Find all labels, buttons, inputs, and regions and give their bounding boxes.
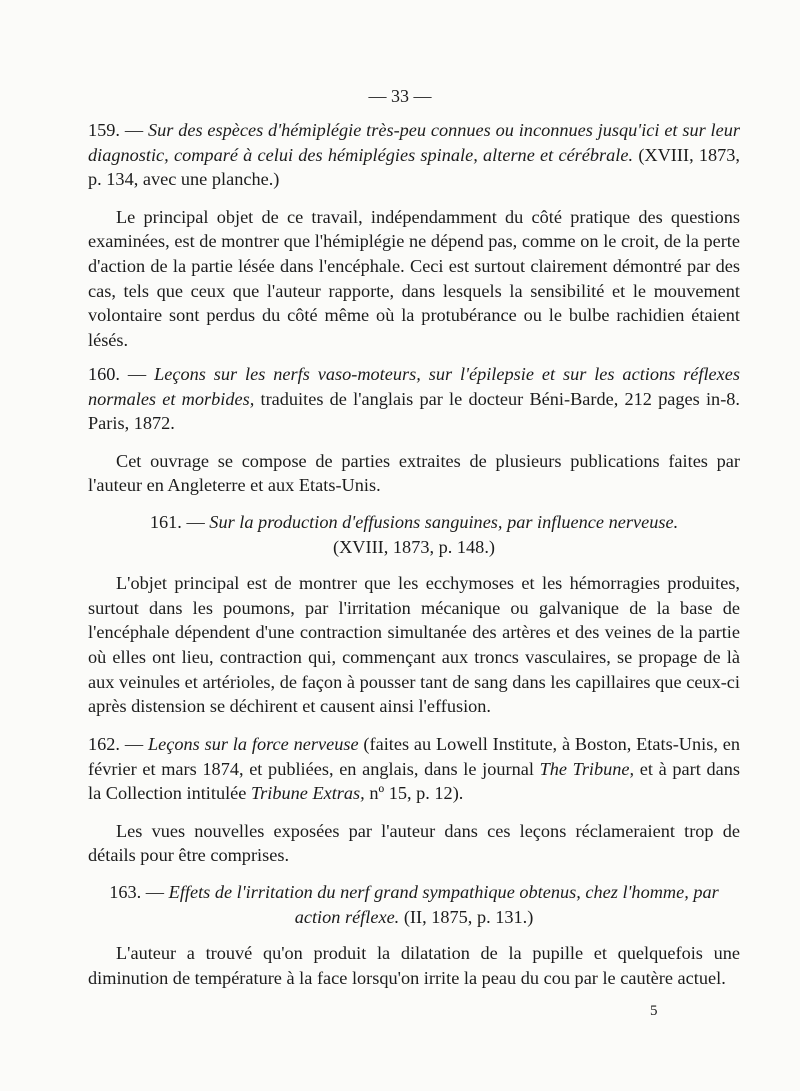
entry-title: Leçons sur les nerfs vaso-moteurs, sur l'épilepsie et sur les actions réflexes normales et morbides, bbox=[88, 364, 740, 409]
journal-title: The Tribune, bbox=[539, 758, 635, 779]
entry-reference: traduites de l'anglais par le docteur Béni-Barde, 212 pages in-8. Paris, 1872. bbox=[88, 388, 740, 434]
entry-number: 160. bbox=[88, 364, 120, 384]
entry-reference: (faites au Lowell Institute, à Boston, Etats-Unis, en février et mars 1874, et publiées, en anglais, dans le journal bbox=[88, 734, 740, 779]
entry-number: 161. bbox=[149, 512, 182, 532]
entry-summary: Les vues nouvelles exposées par l'auteur dans ces leçons réclameraient trop de détails pour être comprises. bbox=[88, 820, 740, 866]
page-number: — 33 — bbox=[368, 86, 432, 106]
entry-number: 163. bbox=[109, 882, 142, 902]
entry-159 bbox=[88, 118, 740, 352]
entry-title: Sur des espèces d'hémiplégie très-peu connues ou inconnues jusqu'ici et sur leur diagnostic, comparé à celui des hémiplégies spinale, alterne et cérébrale. bbox=[88, 120, 740, 165]
entry-163 bbox=[88, 880, 740, 990]
entry-title: Sur la production d'effusions sanguines, par influence nerveuse. bbox=[209, 512, 679, 532]
entry-reference: (XVIII, 1873, p. 148.) bbox=[333, 536, 495, 557]
entry-reference: (XVIII, 1873, p. 134, avec une planche.) bbox=[88, 144, 740, 190]
collection-title: Tribune Extras, bbox=[250, 783, 365, 804]
entry-summary: Le principal objet de ce travail, indépendamment du côté pratique des questions examinées, est de montrer que l'hémiplégie ne dépend pas, comme on le croit, de la perte d'action de la partie lésée dans l'encéphale. Ceci est surtout clairement démontré par des cas, tels que ceux que l'auteur rapporte, dans lesquels la sensibilité et le mouvement volontaire sont perdus du côté même où la protubérance ou le bulbe rachidien étaient lésés. bbox=[88, 206, 740, 350]
entry-summary: L'auteur a trouvé qu'on produit la dilatation de la pupille et quelquefois une diminution de température à la face lorsqu'on irrite la peau du cou par le cautère actuel. bbox=[88, 943, 740, 988]
entry-reference-end: nº 15, p. 12). bbox=[369, 783, 464, 804]
entry-dash: — bbox=[124, 734, 144, 754]
entry-title: Effets de l'irritation du nerf grand sympathique obtenus, chez l'homme, par action réflexe. bbox=[168, 882, 719, 927]
entry-heading bbox=[88, 510, 740, 535]
entry-162 bbox=[88, 732, 740, 868]
entry-161 bbox=[88, 510, 740, 719]
entry-reference-cont: et à part dans la Collection intitulée bbox=[88, 758, 740, 804]
entry-reference: (II, 1875, p. 131.) bbox=[403, 906, 534, 927]
entry-summary: L'objet principal est de montrer que les ecchymoses et les hémorragies produites, surtout dans les poumons, par l'irritation mécanique ou galvanique de la base de l'encéphale dépendent d'une contraction simultanée des artères et des veines de la partie où elles ont lieu, contraction qui, commençant aux troncs vasculaires, se propage de là aux veinules et artérioles, de façon à pousser tant de sang dans les capillaires que ceux-ci après distension se déchirent et causent ainsi l'effusion. bbox=[88, 573, 740, 717]
entry-heading bbox=[88, 362, 740, 436]
entry-heading bbox=[88, 118, 740, 192]
entry-160 bbox=[88, 362, 740, 498]
entry-dash: — bbox=[186, 512, 205, 532]
entry-dash: — bbox=[127, 364, 147, 384]
entry-number: 162. bbox=[88, 734, 120, 754]
entry-heading bbox=[88, 732, 740, 806]
entry-summary: Cet ouvrage se compose de parties extraites de plusieurs publications faites par l'auteur en Angleterre et aux Etats-Unis. bbox=[88, 450, 740, 496]
signature-mark: 5 bbox=[650, 1003, 658, 1019]
entry-title: Leçons sur la force nerveuse bbox=[147, 734, 359, 754]
entry-number: 159. bbox=[88, 120, 120, 140]
entry-dash: — bbox=[145, 882, 165, 902]
entry-heading bbox=[88, 880, 740, 929]
entry-dash: — bbox=[124, 120, 144, 140]
